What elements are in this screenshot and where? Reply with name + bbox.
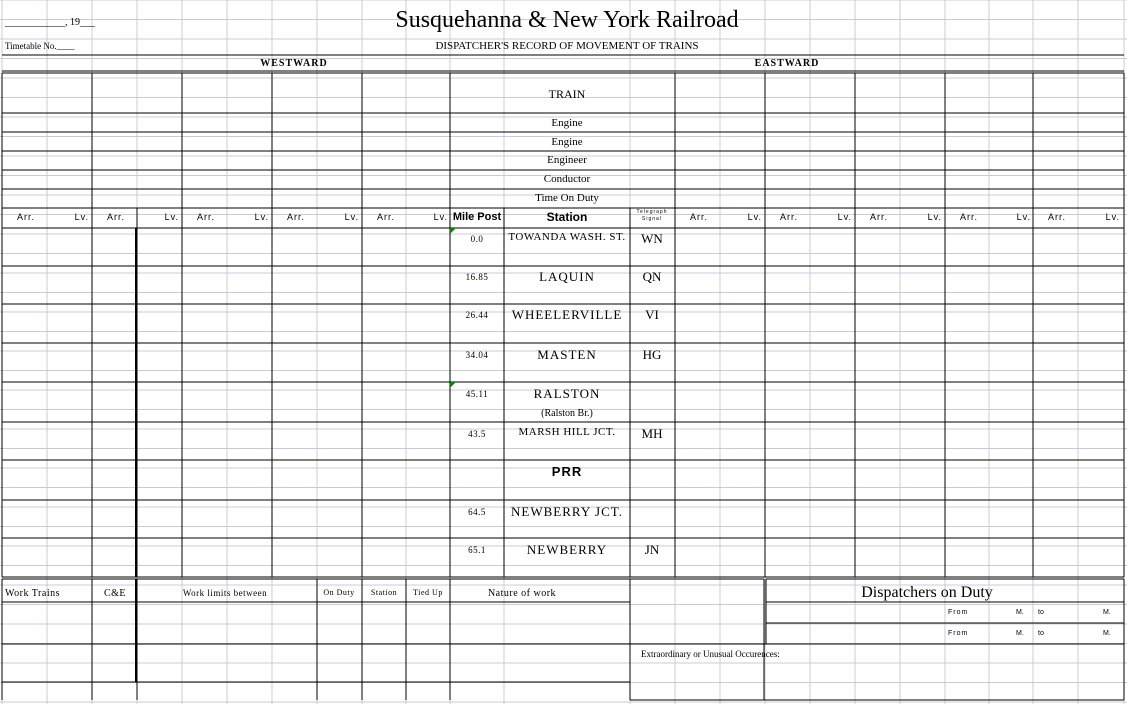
occurrences-label: Extraordinary or Unusual Occurences: bbox=[641, 649, 780, 659]
lv-header: Lv. bbox=[433, 212, 448, 222]
milepost-value: 65.1 bbox=[468, 545, 486, 555]
arr-header: Arr. bbox=[16, 212, 36, 222]
telegraph-code: QN bbox=[642, 269, 662, 284]
disp-m-label: M. bbox=[1016, 630, 1024, 637]
arr-header: Arr. bbox=[196, 212, 216, 222]
work-trains-header: On Duty bbox=[323, 588, 355, 597]
milepost-value: 16.85 bbox=[465, 272, 489, 282]
station-name: MASTEN bbox=[537, 347, 597, 362]
milepost-value: 34.04 bbox=[465, 350, 489, 360]
timetable-number[interactable]: Timetable No.____ bbox=[5, 41, 75, 51]
telegraph-code: VI bbox=[645, 307, 659, 322]
telegraph-code: WN bbox=[641, 231, 663, 246]
milepost-value: 45.11 bbox=[465, 389, 489, 399]
westward-label: WESTWARD bbox=[260, 58, 328, 69]
milepost-value: 0.0 bbox=[470, 234, 484, 244]
arr-header: Arr. bbox=[689, 212, 709, 222]
telegraph-code: MH bbox=[641, 426, 663, 441]
telegraph-code: HG bbox=[642, 347, 662, 362]
telegraph-header-signal: Signal bbox=[642, 216, 662, 222]
arr-header: Arr. bbox=[869, 212, 889, 222]
train-info-label: TRAIN bbox=[548, 87, 586, 101]
eastward-label: EASTWARD bbox=[754, 58, 820, 69]
arr-header: Arr. bbox=[286, 212, 306, 222]
arr-header: Arr. bbox=[959, 212, 979, 222]
arr-header: Arr. bbox=[1047, 212, 1067, 222]
lv-header: Lv. bbox=[837, 212, 852, 222]
telegraph-header: Telegraph bbox=[636, 209, 668, 215]
disp-m-label: M. bbox=[1103, 630, 1111, 637]
date-line[interactable]: ____________, 19___ bbox=[5, 17, 95, 28]
station-name: NEWBERRY JCT. bbox=[511, 504, 623, 519]
work-trains-header: Station bbox=[370, 588, 398, 597]
work-trains-header: Work Trains bbox=[5, 588, 60, 599]
work-trains-header: Work limits between bbox=[182, 588, 268, 598]
station-name: RALSTON bbox=[533, 386, 601, 401]
disp-m-label: M. bbox=[1016, 609, 1024, 616]
station-name: LAQUIN bbox=[539, 269, 595, 284]
disp-to-label: to bbox=[1038, 630, 1044, 637]
lv-header: Lv. bbox=[927, 212, 942, 222]
arr-header: Arr. bbox=[779, 212, 799, 222]
station-name: WHEELERVILLE bbox=[511, 307, 623, 322]
work-trains-header: C&E bbox=[103, 588, 127, 599]
train-info-label: Engineer bbox=[547, 154, 587, 166]
disp-from-label: From bbox=[948, 630, 969, 637]
comment-marker-icon bbox=[450, 382, 456, 388]
comment-marker-icon bbox=[450, 228, 456, 234]
milepost-header: Mile Post bbox=[452, 211, 502, 223]
lv-header: Lv. bbox=[344, 212, 359, 222]
station-note: (Ralston Br.) bbox=[541, 408, 593, 419]
disp-from-label: From bbox=[948, 609, 969, 616]
train-info-label: Conductor bbox=[543, 173, 591, 185]
milepost-value: 26.44 bbox=[465, 310, 489, 320]
station-name: MARSH HILL JCT. bbox=[518, 426, 616, 438]
arr-header: Arr. bbox=[376, 212, 396, 222]
train-info-label: Engine bbox=[551, 136, 583, 148]
lv-header: Lv. bbox=[747, 212, 762, 222]
page-title: Susquehanna & New York Railroad bbox=[395, 7, 739, 33]
station-name: TOWANDA WASH. ST. bbox=[508, 231, 626, 243]
lv-header: Lv. bbox=[1016, 212, 1031, 222]
station-name: NEWBERRY bbox=[526, 542, 608, 557]
page-subtitle: DISPATCHER'S RECORD OF MOVEMENT OF TRAINS bbox=[435, 40, 699, 52]
work-trains-header: Tied Up bbox=[413, 588, 443, 597]
work-trains-header: Nature of work bbox=[487, 588, 557, 599]
lv-header: Lv. bbox=[254, 212, 269, 222]
dispatchers-title: Dispatchers on Duty bbox=[861, 584, 993, 601]
station-name: PRR bbox=[551, 464, 583, 479]
arr-header: Arr. bbox=[106, 212, 126, 222]
station-header: Station bbox=[546, 210, 588, 224]
milepost-value: 64.5 bbox=[468, 507, 486, 517]
lv-header: Lv. bbox=[74, 212, 89, 222]
lv-header: Lv. bbox=[1105, 212, 1120, 222]
train-info-label: Time On Duty bbox=[535, 192, 599, 204]
train-info-label: Engine bbox=[551, 117, 583, 129]
disp-m-label: M. bbox=[1103, 609, 1111, 616]
disp-to-label: to bbox=[1038, 609, 1044, 616]
lv-header: Lv. bbox=[164, 212, 179, 222]
telegraph-code: JN bbox=[644, 542, 660, 557]
milepost-value: 43.5 bbox=[468, 429, 486, 439]
